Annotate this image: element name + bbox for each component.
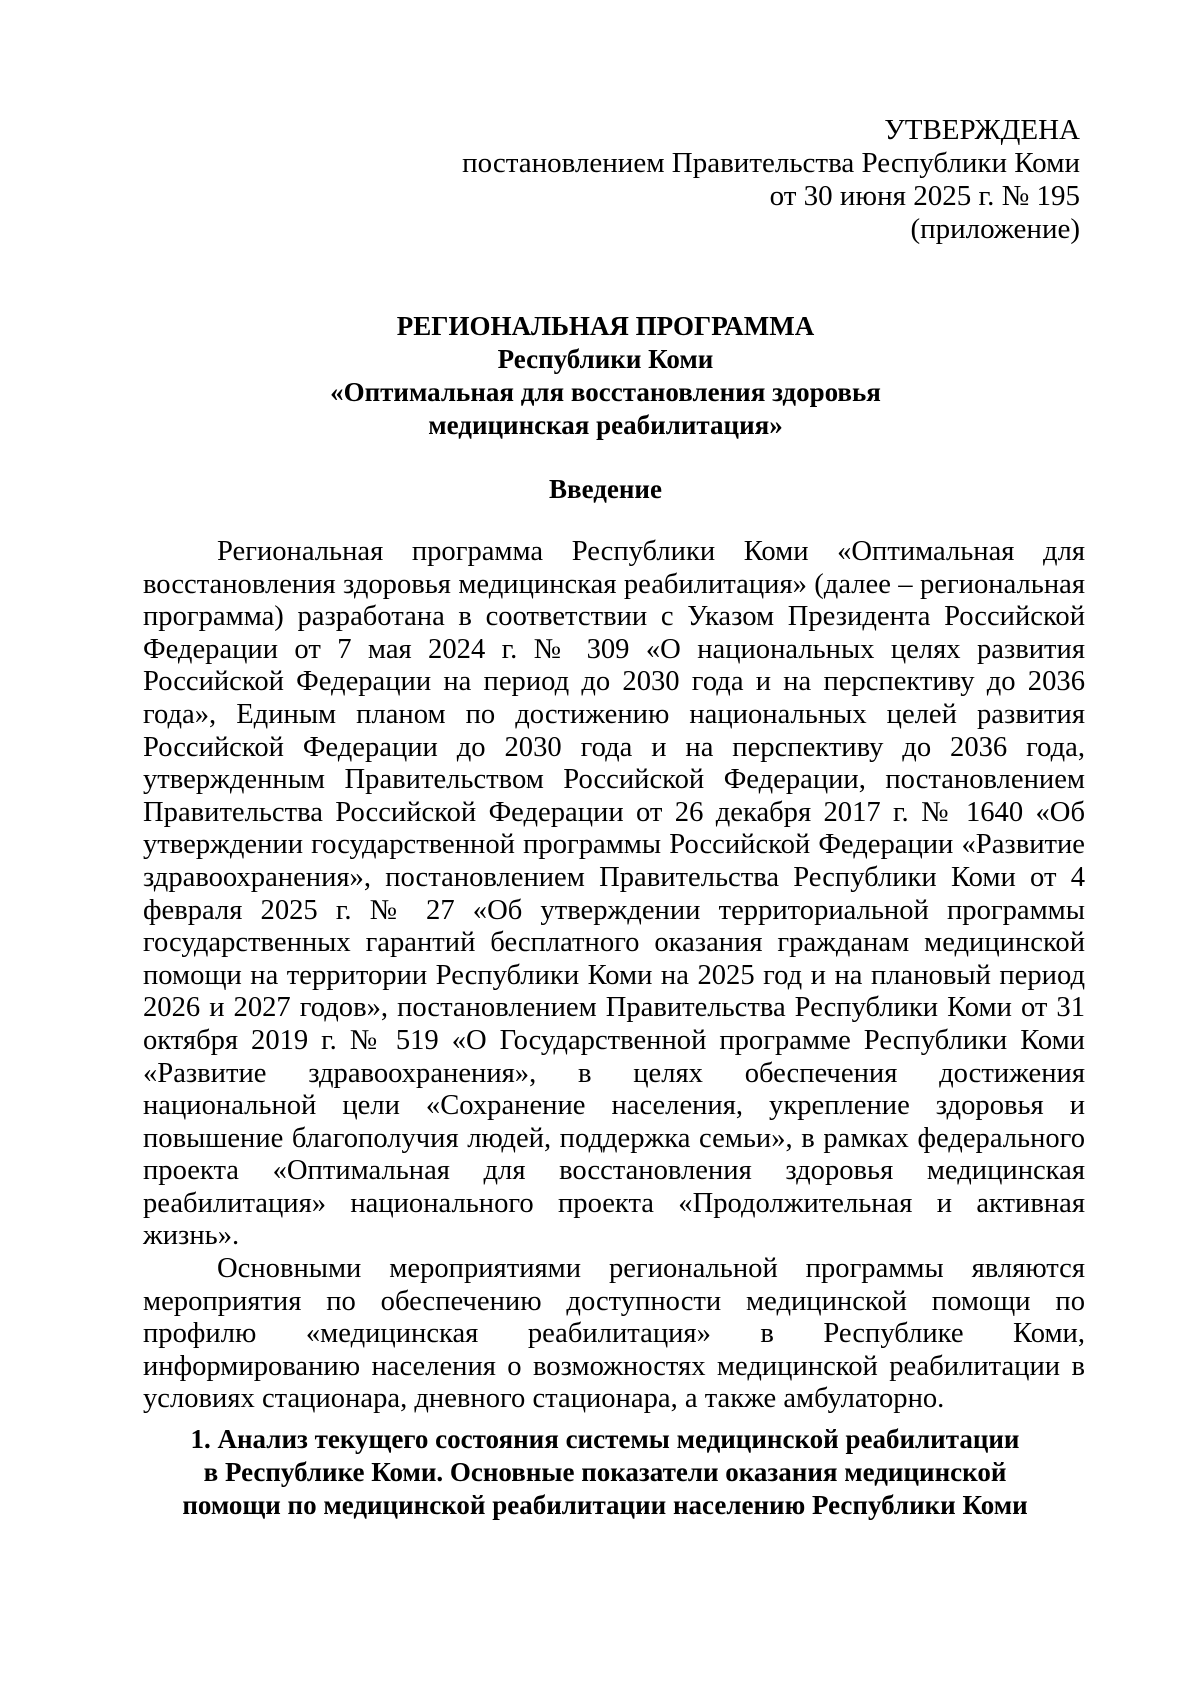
introduction-body [143,536,1085,1416]
introduction-paragraph-2: Основными мероприятиями региональной программы являются мероприятия по обеспечению доступности медицинской помощи по профилю «медицинская реабилитация» в Республике Коми, информированию населения о возможностях медицинской реабилитации в условиях стационара, дневного стационара, а также амбулаторно. [143,1253,1085,1415]
section-1-heading-line-1: 1. Анализ текущего состояния системы медицинской реабилитации [190,1424,1020,1454]
introduction-paragraph-1: Региональная программа Республики Коми «Оптимальная для восстановления здоровья медицинская реабилитация» (далее – региональная программа) разработана в соответствии с Указом Президента Российской Федерации от 7 мая 2024 г. № 309 «О национальных целях развития Российской Федерации на период до 2030 года и на перспективу до 2036 года», Единым планом по достижению национальных целей развития Российской Федерации до 2030 года и на перспективу до 2036 года, утвержденным Правительством Российской Федерации, постановлением Правительства Российской Федерации от 26 декабря 2017 г. № 1640 «Об утверждении государственной программы Российской Федерации «Развитие здравоохранения», постановлением Правительства Республики Коми от 4 февраля 2025 г. № 27 «Об утверждении территориальной программы государственных гарантий бесплатного оказания гражданам медицинской помощи на территории Республики Коми на 2025 год и на плановый период 2026 и 2027 годов», постановлением Правительства Республики Коми от 31 октября 2019 г. № 519 «О Государственной программе Республики Коми «Развитие здравоохранения», в целях обеспечения достижения национальной цели «Сохранение населения, укрепление здоровья и повышение благополучия людей, поддержка семьи», в рамках федерального проекта «Оптимальная для восстановления здоровья медицинская реабилитация» национального проекта «Продолжительная и активная жизнь». [143,536,1085,1252]
approval-status: УТВЕРЖДЕНА [884,114,1080,146]
title-line-1: РЕГИОНАЛЬНАЯ ПРОГРАММА [396,311,815,341]
document-title [143,310,1068,442]
introduction-heading: Введение [549,474,662,504]
approval-stamp [380,114,1080,246]
section-1-heading-line-3: помощи по медицинской реабилитации населению Республики Коми [182,1490,1028,1520]
section-1-heading-line-2: в Республике Коми. Основные показатели оказания медицинской [203,1457,1007,1487]
approval-annex-note: (приложение) [910,213,1080,245]
approval-issuer: постановлением Правительства Республики Коми [462,147,1080,179]
title-line-3: «Оптимальная для восстановления здоровья [330,377,881,407]
title-line-4: медицинская реабилитация» [428,410,783,440]
approval-date-number: от 30 июня 2025 г. № 195 [769,180,1080,212]
title-line-2: Республики Коми [497,344,714,374]
section-1-heading [120,1423,1090,1522]
